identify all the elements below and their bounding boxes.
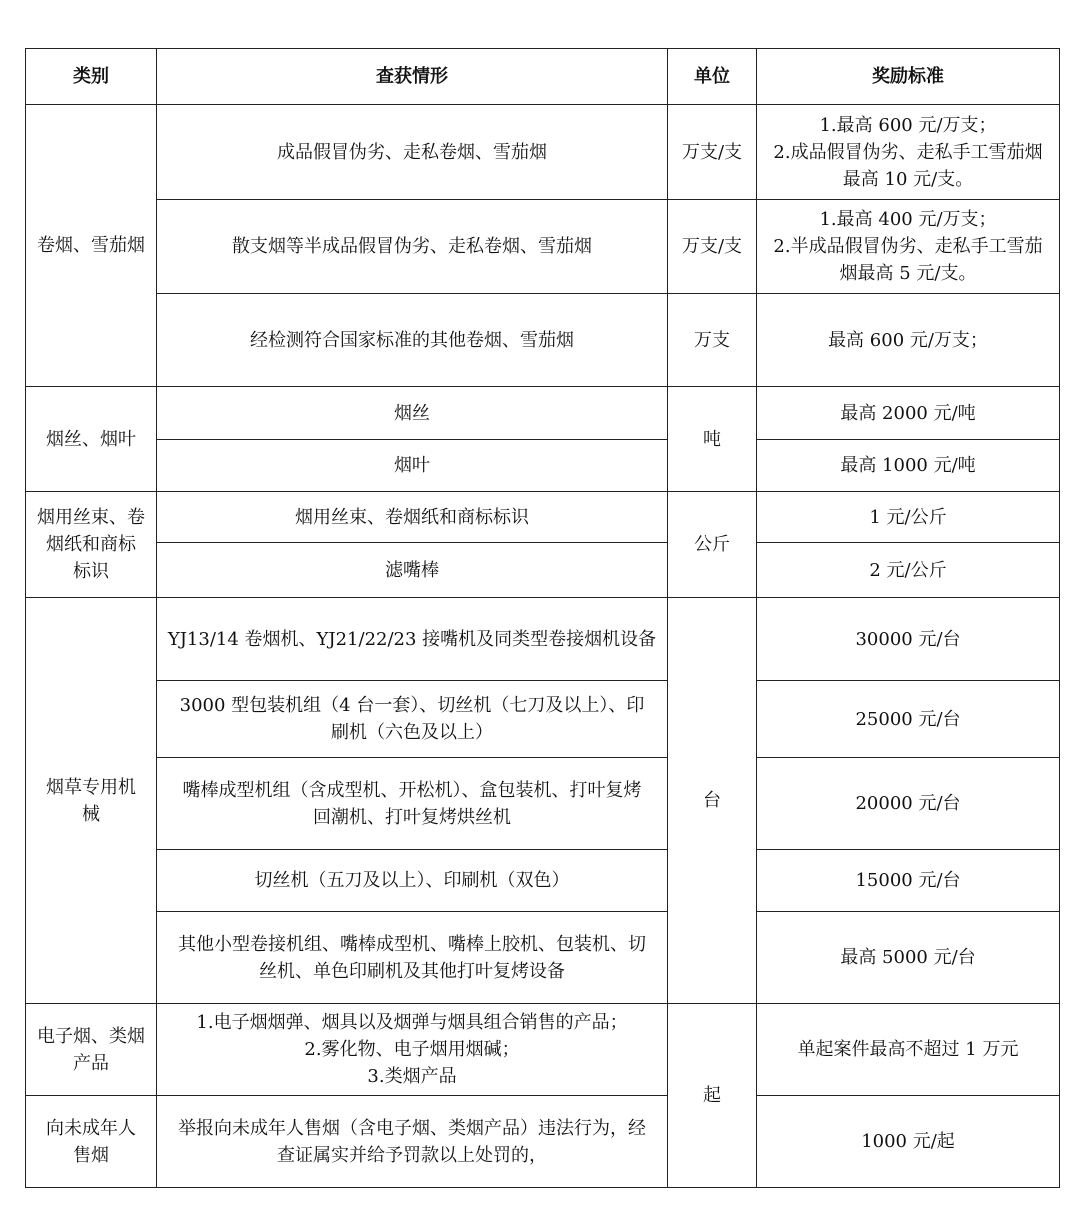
- reward-cell: 最高 1000 元/吨: [757, 440, 1060, 492]
- situation-cell: [157, 758, 668, 850]
- header-situation: 查获情形: [157, 49, 668, 105]
- reward-cell: 最高 2000 元/吨: [757, 387, 1060, 440]
- situation-line: 切丝机（五刀及以上）、印刷机（双色）: [254, 870, 570, 891]
- situation-line: 3.类烟产品: [367, 1066, 457, 1087]
- unit-cell: 万支/支: [668, 105, 757, 200]
- table-row: [26, 598, 1060, 681]
- category-line: 械: [82, 803, 100, 825]
- reward-line: 2.半成品假冒伪劣、走私手工雪茄: [773, 236, 1043, 257]
- situation-cell: 滤嘴棒: [157, 543, 668, 598]
- table-row: [26, 387, 1060, 440]
- category-cell: 烟丝、烟叶: [26, 387, 157, 492]
- table-row: [26, 758, 1060, 850]
- unit-cell: 万支/支: [668, 200, 757, 294]
- table-row: [26, 440, 1060, 492]
- situation-line: 3000 型包装机组（4 台一套）、切丝机（七刀及以上）、印: [179, 695, 645, 716]
- situation-cell: [157, 912, 668, 1004]
- situation-line: 1.电子烟烟弹、烟具以及烟弹与烟具组合销售的产品；: [196, 1012, 628, 1033]
- reward-standard-table: [25, 48, 1060, 1188]
- reward-line: 最高 10 元/支。: [842, 168, 974, 190]
- category-line: 烟草专用机: [46, 776, 136, 798]
- category-cell: [26, 1096, 157, 1188]
- situation-line: YJ13/14 卷烟机、YJ21/22/23 接嘴机及同类型卷接烟机设备: [167, 628, 657, 650]
- reward-cell: 1000 元/起: [757, 1096, 1060, 1188]
- header-unit: 单位: [668, 49, 757, 105]
- situation-line: 举报向未成年人售烟（含电子烟、类烟产品）违法行为，经: [178, 1117, 646, 1139]
- table-row: [26, 1096, 1060, 1188]
- reward-cell: 最高 5000 元/台: [757, 912, 1060, 1004]
- reward-cell: 30000 元/台: [757, 598, 1060, 681]
- reward-cell: [757, 200, 1060, 294]
- category-cell: [26, 598, 157, 1004]
- situation-cell: 烟叶: [157, 440, 668, 492]
- situation-line: 查证属实并给予罚款以上处罚的，: [277, 1144, 547, 1166]
- reward-line: 1.最高 600 元/万支；: [819, 114, 997, 136]
- situation-cell: [157, 598, 668, 681]
- category-line: 电子烟、类烟: [37, 1025, 145, 1047]
- situation-cell: 散支烟等半成品假冒伪劣、走私卷烟、雪茄烟: [157, 200, 668, 294]
- category-cell: [26, 1004, 157, 1096]
- reward-cell: 1 元/公斤: [757, 492, 1060, 543]
- situation-cell: [157, 850, 668, 912]
- header-category: 类别: [26, 49, 157, 105]
- situation-cell: [157, 1096, 668, 1188]
- reward-line: 烟最高 5 元/支。: [839, 263, 977, 284]
- unit-cell: 万支: [668, 294, 757, 387]
- reward-line: 2.成品假冒伪劣、走私手工雪茄烟: [773, 141, 1043, 163]
- situation-line: 刷机（六色及以上）: [331, 722, 493, 743]
- situation-cell: [157, 1004, 668, 1096]
- category-line: 产品: [73, 1052, 109, 1074]
- situation-line: 嘴棒成型机组（含成型机、开松机）、盒包装机、打叶复烤: [182, 779, 642, 801]
- category-line: 烟用丝束、卷: [37, 507, 145, 528]
- unit-cell: 起: [668, 1004, 757, 1188]
- category-line: 标识: [73, 561, 109, 582]
- reward-cell: 15000 元/台: [757, 850, 1060, 912]
- situation-cell: 烟丝: [157, 387, 668, 440]
- table-row: [26, 1004, 1060, 1096]
- category-line: 售烟: [73, 1144, 109, 1166]
- situation-cell: [157, 681, 668, 758]
- situation-line: 2.雾化物、电子烟用烟碱；: [304, 1039, 520, 1060]
- table-row: [26, 105, 1060, 200]
- table-row: [26, 492, 1060, 543]
- situation-cell: 烟用丝束、卷烟纸和商标标识: [157, 492, 668, 543]
- header-row: [26, 49, 1060, 105]
- table-row: [26, 850, 1060, 912]
- category-cell: [26, 492, 157, 598]
- header-reward: 奖励标准: [757, 49, 1060, 105]
- situation-line: 丝机、单色印刷机及其他打叶复烤设备: [259, 960, 565, 982]
- category-line: 向未成年人: [46, 1117, 136, 1139]
- reward-line: 1.最高 400 元/万支；: [819, 209, 997, 230]
- reward-cell: [757, 105, 1060, 200]
- reward-cell: 25000 元/台: [757, 681, 1060, 758]
- category-line: 烟纸和商标: [46, 534, 136, 555]
- table-row: [26, 681, 1060, 758]
- table-row: [26, 294, 1060, 387]
- situation-cell: 经检测符合国家标准的其他卷烟、雪茄烟: [157, 294, 668, 387]
- unit-cell: 公斤: [668, 492, 757, 598]
- table-row: [26, 200, 1060, 294]
- unit-cell: 台: [668, 598, 757, 1004]
- situation-line: 其他小型卷接机组、嘴棒成型机、嘴棒上胶机、包装机、切: [178, 933, 646, 955]
- reward-cell: 2 元/公斤: [757, 543, 1060, 598]
- table-row: [26, 912, 1060, 1004]
- unit-cell: 吨: [668, 387, 757, 492]
- table-row: [26, 543, 1060, 598]
- situation-cell: 成品假冒伪劣、走私卷烟、雪茄烟: [157, 105, 668, 200]
- category-cell: 卷烟、雪茄烟: [26, 105, 157, 387]
- reward-cell: 20000 元/台: [757, 758, 1060, 850]
- reward-cell: 单起案件最高不超过 1 万元: [757, 1004, 1060, 1096]
- situation-line: 回潮机、打叶复烤烘丝机: [313, 806, 511, 828]
- reward-cell: 最高 600 元/万支；: [757, 294, 1060, 387]
